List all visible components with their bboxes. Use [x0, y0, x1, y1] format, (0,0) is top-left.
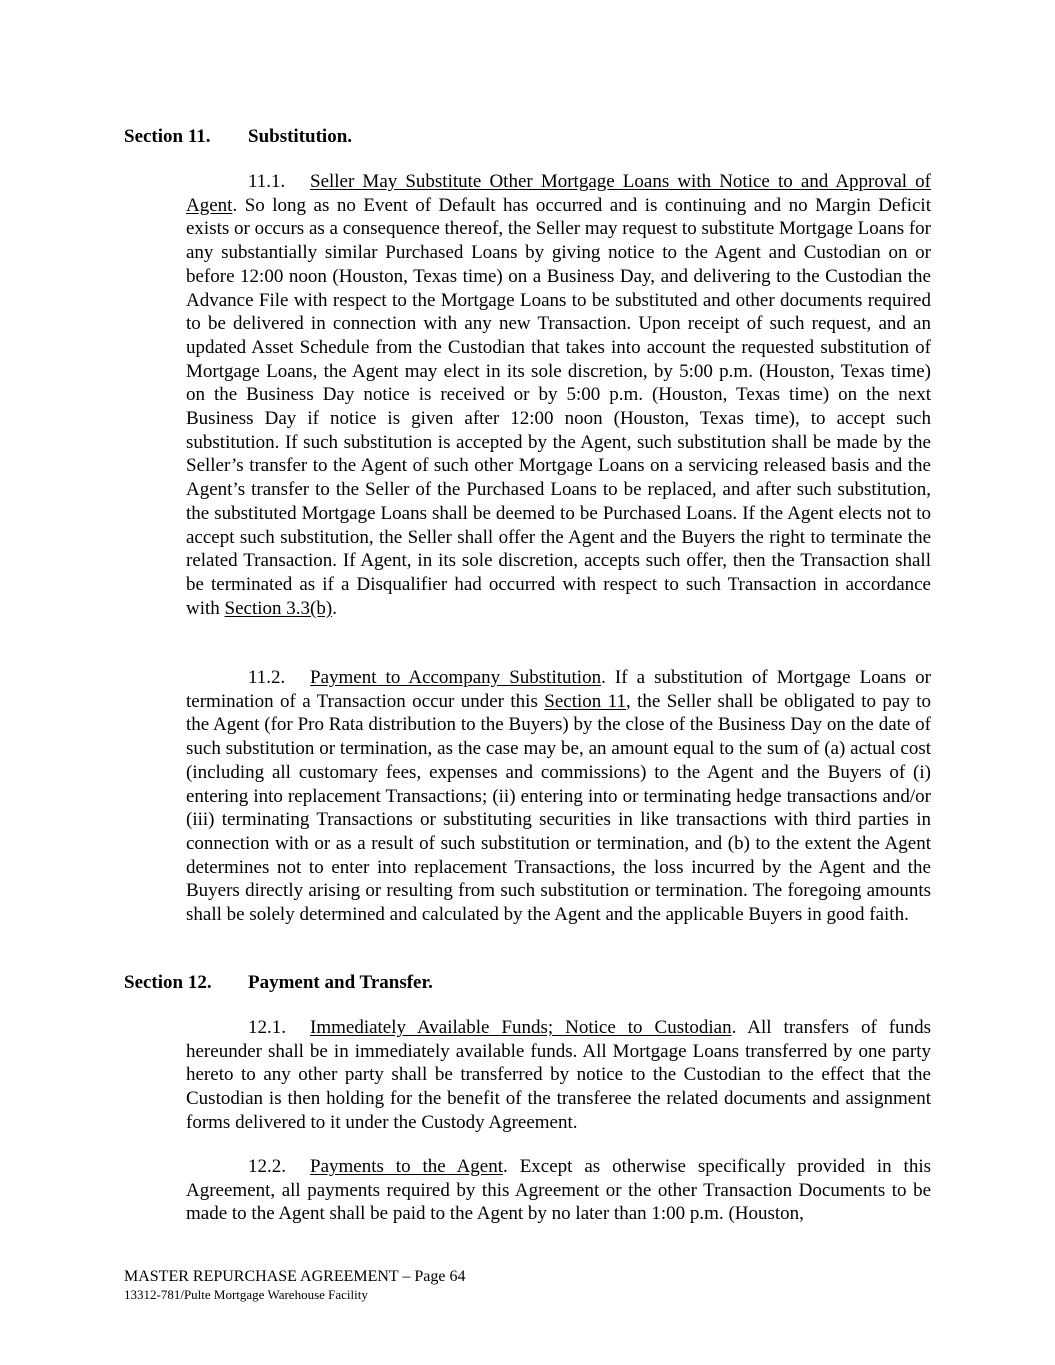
- paragraph-11-2: [186, 666, 931, 927]
- cross-reference: Section 11: [544, 690, 626, 712]
- subsection-number: 11.1.: [248, 171, 286, 192]
- paragraph-text: . If a substitution of Mortgage Loans or termination of a Transaction occur under this: [186, 667, 931, 712]
- paragraph-12-1: [186, 1016, 931, 1135]
- subsection-number: 12.2.: [248, 1156, 286, 1177]
- paragraph-12-2: [186, 1155, 931, 1226]
- subsection-heading: Seller May Substitute Other Mortgage Loans with Notice to and Approval of Agent: [186, 171, 931, 216]
- cross-reference: Section 3.3(b): [224, 597, 333, 619]
- paragraph-text-end: .: [332, 597, 337, 619]
- subsection-heading: Payment to Accompany Substitution: [310, 667, 602, 688]
- section-12-heading: [124, 971, 433, 995]
- paragraph-text: . Except as otherwise specifically provided in this Agreement, all payments required by this Agreement or the other Transaction Documents to be made to the Agent shall be paid to the Agent by no later than 1:00 p.m. (Houston,: [186, 1156, 931, 1225]
- paragraph-text-end: , the Seller shall be obligated to pay to the Agent (for Pro Rata distribution to the Buyers) by the close of the Business Day on the date of such substitution or termination, as the case may be, an amount equal to the sum of (a) actual cost (including all customary fees, expenses and commissions) to the Agent and the Buyers of (i) entering into replacement Transactions; (ii) entering into or terminating hedge transactions and/or (iii) terminating Transactions or substituting securities in like transactions with third parties in connection with or as a result of such substitution or termination, and (b) to the extent the Agent determines not to enter into replacement Transactions, the loss incurred by the Agent and the Buyers directly arising or resulting from such substitution or termination. The foregoing amounts shall be solely determined and calculated by the Agent and the applicable Buyers in good faith.: [186, 690, 931, 926]
- section-title: Substitution.: [248, 126, 353, 147]
- paragraph-text: . All transfers of funds hereunder shall be in immediately available funds. All Mortgage Loans transferred by one party hereto to any other party shall be transferred by notice to the Custodian to the effect that the Custodian is then holding for the benefit of the transferee the related documents and assignment forms delivered to it under the Custody Agreement.: [186, 1017, 931, 1133]
- section-number: Section 11.: [124, 126, 211, 147]
- subsection-number: 12.1.: [248, 1017, 286, 1038]
- footer-reference: 13312-781/Pulte Mortgage Warehouse Facility: [124, 1287, 368, 1302]
- section-title: Payment and Transfer.: [248, 972, 433, 993]
- subsection-heading: Payments to the Agent: [310, 1156, 504, 1177]
- section-11-heading: [124, 125, 352, 149]
- subsection-number: 11.2.: [248, 667, 286, 688]
- section-number: Section 12.: [124, 972, 212, 993]
- paragraph-text: . So long as no Event of Default has occurred and is continuing and no Margin Deficit exists or occurs as a consequence thereof, the Seller may request to substitute Mortgage Loans for any substantially similar Purchased Loans by giving notice to the Agent and Custodian on or before 12:00 noon (Houston, Texas time) on a Business Day, and delivering to the Custodian the Advance File with respect to the Mortgage Loans to be substituted and other documents required to be delivered in connection with any new Transaction. Upon receipt of such request, and an updated Asset Schedule from the Custodian that takes into account the requested substitution of Mortgage Loans, the Agent may elect in its sole discretion, by 5:00 p.m. (Houston, Texas time) on the Business Day notice is received or by 5:00 p.m. (Houston, Texas time) on the next Business Day if notice is given after 12:00 noon (Houston, Texas time), to accept such substitution. If such substitution is accepted by the Agent, such substitution shall be made by the Seller’s transfer to the Agent of such other Mortgage Loans on a servicing released basis and the Agent’s transfer to the Seller of the Purchased Loans to be replaced, and after such substitution, the substituted Mortgage Loans shall be deemed to be Purchased Loans. If the Agent elects not to accept such substitution, the Seller shall offer the Agent and the Buyers the right to terminate the related Transaction. If Agent, in its sole discretion, accepts such offer, then the Transaction shall be terminated as if a Disqualifier had occurred with respect to such Transaction in accordance with: [186, 194, 931, 619]
- footer-title: MASTER REPURCHASE AGREEMENT – Page 64: [124, 1268, 466, 1285]
- subsection-heading: Immediately Available Funds; Notice to Custodian: [310, 1017, 732, 1038]
- paragraph-11-1: [186, 170, 931, 620]
